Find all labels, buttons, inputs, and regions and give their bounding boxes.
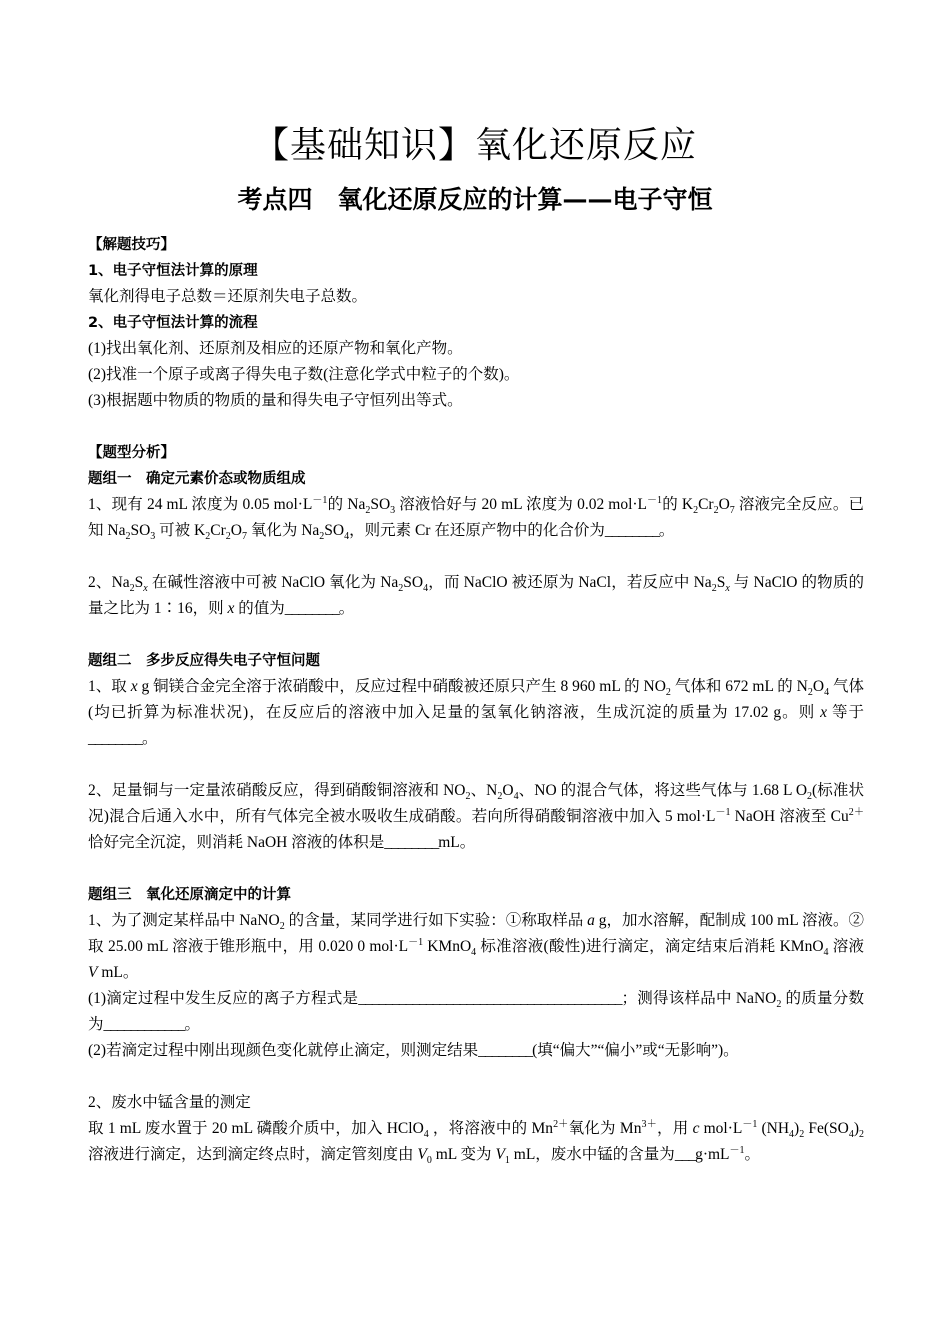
tips-section-2-title: 2、电子守恒法计算的流程 xyxy=(88,315,258,331)
tips-heading: 【解题技巧】 xyxy=(88,237,175,253)
answer-blank: ________ xyxy=(604,522,659,539)
group-2-title: 题组二 多步反应得失电子守恒问题 xyxy=(88,653,320,669)
answer-blank: ____________ xyxy=(103,1016,185,1033)
group-2-question-2: 2、足量铜与一定量浓硝酸反应，得到硝酸铜溶液和 $NO_2$、$N_2O_4$、NO 的混合气体，将这些气体与 1.68 L $O_2$(标准状况)混合后通入水中，所有气体完全被水吸收生成硝酸。若向所得硝酸铜溶液中加入 5 $mol\cdot L^{-1}$ NaOH 溶液至 $Cu^{2+}$恰好完全沉淀，则消耗 NaOH 溶液的体积是________mL。 xyxy=(88,782,864,851)
tips-section-1-title: 1、电子守恒法计算的原理 xyxy=(88,263,258,279)
page-subtitle: 考点四 氧化还原反应的计算——电子守恒 xyxy=(237,185,713,214)
document-body xyxy=(88,232,864,1168)
tips-step-3: (3)根据题中物质的物质的量和得失电子守恒列出等式。 xyxy=(88,392,463,409)
group-2-question-1: 1、取 x g 铜镁合金完全溶于浓硝酸中，反应过程中硝酸被还原只产生 8 960 mL 的 $NO_2$ 气体和 672 mL 的 $N_2O_4$ 气体(均已折算为标准状况)，在反应后的溶液中加入足量的氢氧化钠溶液，生成沉淀的质量为 17.02 g。则 x 等于________。 xyxy=(88,678,864,747)
group-3-question-1-part-1: (1)滴定过程中发生反应的离子方程式是_______________________________________；测得该样品中 NaNO$_2$ 的质量分数为____________。 xyxy=(88,990,864,1033)
answer-blank: ________ xyxy=(384,834,439,851)
answer-blank: ________ xyxy=(88,730,142,747)
group-1-title: 题组一 确定元素价态或物质组成 xyxy=(88,471,306,487)
page-title: 【基础知识】氧化还原反应 xyxy=(252,125,697,166)
answer-blank: ________ xyxy=(478,1042,533,1059)
group-3-question-2: 取 1 mL 废水置于 20 mL 磷酸介质中，加入 HClO$_4$ ，将溶液中的 $Mn^{2+}$氧化为 $Mn^{3+}$，用 c $mol\cdot L^{-1}$ $(NH_4)_2$ $Fe(SO_4)_2$ 溶液进行滴定，达到滴定终点时，滴定管刻度由 $V_0$ mL 变为 $V_1$ mL，废水中锰的含量为$\_\_\_g\cdot mL^{-1}$。 xyxy=(88,1118,864,1167)
group-3-question-1-part-2: (2)若滴定过程中刚出现颜色变化就停止滴定，则测定结果________(填“偏大”“偏小”或“无影响”)。 xyxy=(88,1042,739,1059)
tips-step-2: (2)找准一个原子或离子得失电子数(注意化学式中粒子的个数)。 xyxy=(88,366,520,383)
tips-step-1: (1)找出氧化剂、还原剂及相应的还原产物和氧化产物。 xyxy=(88,340,463,357)
answer-blank: ___ xyxy=(674,1146,696,1163)
group-1-question-2: 2、$Na_2S_x$ 在碱性溶液中可被 NaClO 氧化为 $Na_2SO_4$，而 NaClO 被还原为 NaCl，若反应中 $Na_2S_x$ 与 NaClO 的物质的量之比为 1∶16，则 x 的值为________。 xyxy=(88,574,864,617)
group-3-title: 题组三 氧化还原滴定中的计算 xyxy=(88,887,291,903)
analysis-heading: 【题型分析】 xyxy=(88,445,175,461)
answer-blank: _______________________________________ xyxy=(358,990,622,1007)
answer-blank: ________ xyxy=(284,600,339,617)
tips-section-1-text: 氧化剂得电子总数＝还原剂失电子总数。 xyxy=(88,288,368,305)
group-3-question-2-title: 2、废水中锰含量的测定 xyxy=(88,1094,251,1111)
group-3-question-1: 1、为了测定某样品中 NaNO$_2$ 的含量，某同学进行如下实验：①称取样品 a g，加水溶解，配制成 100 mL 溶液。②取 25.00 mL 溶液于锥形瓶中，用 0.020 0 $mol\cdot L^{-1}$ KMnO$_4$ 标准溶液(酸性)进行滴定，滴定结束后消耗 KMnO$_4$ 溶液 V mL。 xyxy=(88,912,864,981)
group-1-question-1: 1、现有 24 mL 浓度为 0.05 $mol\cdot L^{-1}$的 $Na_2SO_3$ 溶液恰好与 20 mL 浓度为 0.02 $mol\cdot L^{-1}$的 $K_2Cr_2O_7$ 溶液完全反应。已知 $Na_2SO_3$ 可被 $K_2Cr_2O_7$ 氧化为 $Na_2SO_4$，则元素 Cr 在还原产物中的化合价为________。 xyxy=(88,494,864,543)
